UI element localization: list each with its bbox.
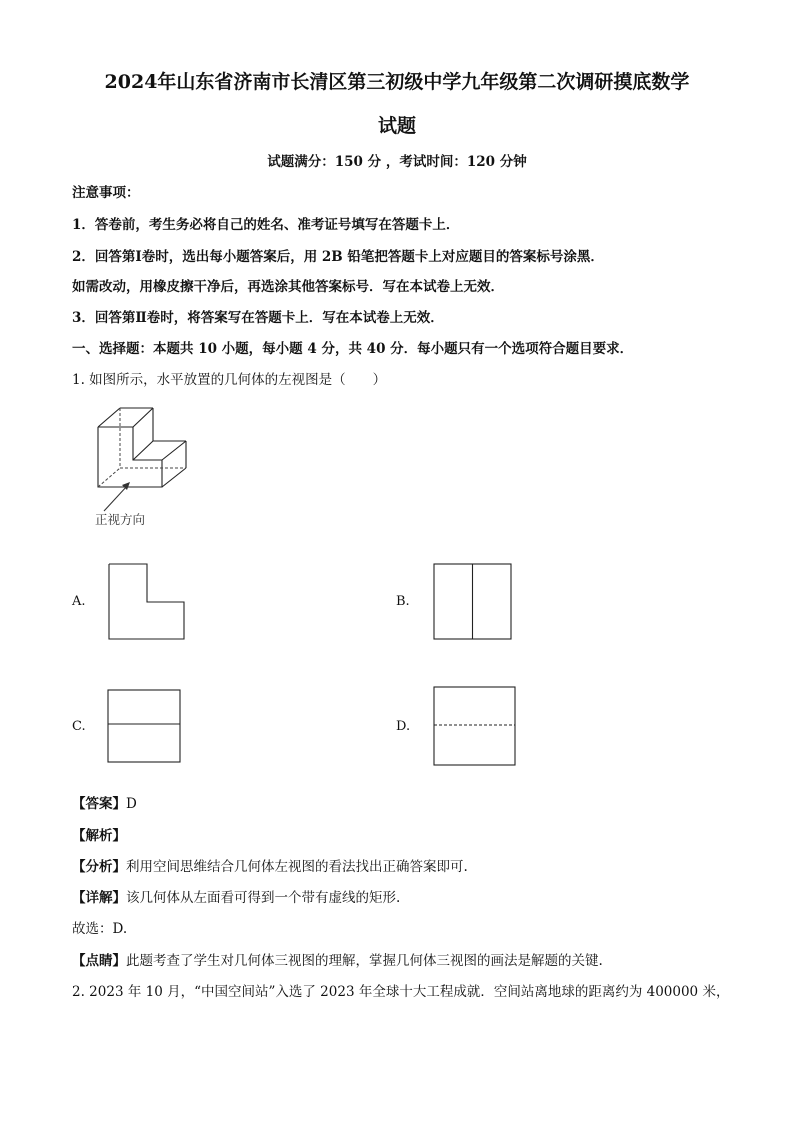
xiangjie-tag: 【详解】 (72, 890, 126, 906)
option-a-label: A. (72, 594, 86, 609)
note-item-2: 2．回答第Ⅰ卷时，选出每小题答案后，用 2B 铅笔把答题卡上对应题目的答案标号涂黑． (72, 249, 604, 265)
option-b-figure (433, 563, 513, 641)
choice-line: 故选：D. (72, 921, 128, 937)
doc-title-line1: 2024年山东省济南市长清区第三初级中学九年级第二次调研摸底数学 (104, 71, 690, 93)
fenxi-tag: 【分析】 (72, 859, 126, 875)
option-a-figure (108, 563, 186, 641)
note-item-3: 3．回答第Ⅱ卷时，将答案写在答题卡上．写在本试卷上无效． (72, 310, 444, 326)
answer-line (72, 795, 137, 813)
xiangjie-line (72, 889, 400, 907)
fenxi-line (72, 858, 468, 876)
section-heading: 一、选择题：本题共 10 小题，每小题 4 分，共 40 分．每小题只有一个选项符合题目要求． (72, 341, 634, 357)
option-d-label: D. (396, 719, 411, 734)
option-c-figure (107, 689, 182, 764)
exam-info: 试题满分：150 分 ，考试时间：120 分钟 (267, 154, 527, 170)
dianjing-text: 此题考查了学生对几何体三视图的理解，掌握几何体三视图的画法是解题的关键. (126, 953, 603, 969)
option-c-label: C. (72, 719, 86, 734)
note-item-1: 1．答卷前，考生务必将自己的姓名、准考证号填写在答题卡上． (72, 217, 460, 233)
fenxi-text: 利用空间思维结合几何体左视图的看法找出正确答案即可. (126, 859, 468, 875)
option-b-label: B. (396, 594, 410, 609)
q1-stem: 1. 如图所示，水平放置的几何体的左视图是（ ） (72, 372, 387, 388)
answer-value: D (126, 796, 137, 812)
analysis-tag: 【解析】 (72, 828, 126, 844)
dianjing-line (72, 952, 603, 970)
q2-stem: 2. 2023 年 10 月，“中国空间站”入选了 2023 年全球十大工程成就．空间站离地球的距离约为 400000 米， (72, 984, 730, 1000)
note-item-2-cont: 如需改动，用橡皮擦干净后，再选涂其他答案标号．写在本试卷上无效． (72, 279, 504, 295)
q1-solid-figure (90, 405, 200, 495)
answer-tag: 【答案】 (72, 796, 126, 812)
view-direction-caption: 正视方向 (95, 512, 146, 527)
doc-title-line2: 试题 (377, 115, 416, 137)
xiangjie-text: 该几何体从左面看可得到一个带有虚线的矩形. (126, 890, 401, 906)
dianjing-tag: 【点睛】 (72, 953, 126, 969)
notes-heading: 注意事项： (72, 185, 140, 201)
option-d-figure (433, 686, 517, 768)
